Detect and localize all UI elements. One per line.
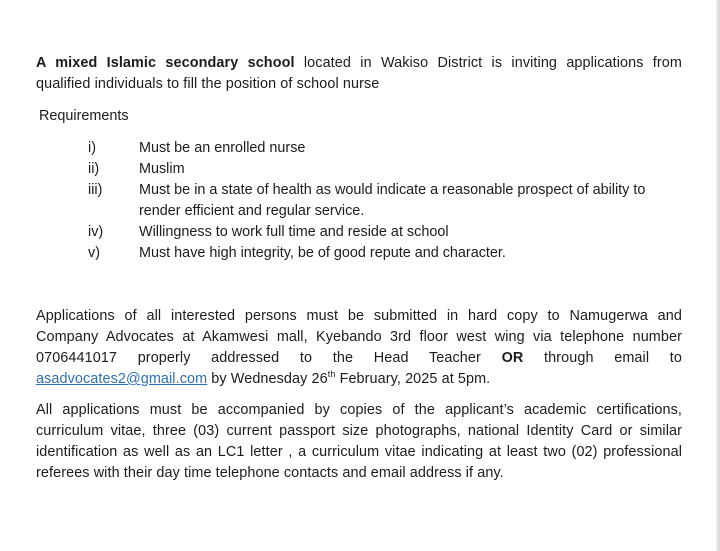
requirement-item (88, 243, 682, 264)
requirement-number: ii) (88, 161, 100, 177)
deadline-post: February, 2025 at 5pm. (339, 371, 491, 387)
submission-line-3-post: through email to (544, 350, 682, 366)
attachments-line-1: All applications must be accompanied by copies of the applicant’s academic certifications, (36, 402, 682, 418)
requirement-text: Must be in a state of health as would indicate a reasonable prospect of ability to render efficient and regular service. (139, 182, 646, 219)
requirement-number: iv) (88, 224, 104, 240)
requirement-number: iii) (88, 182, 103, 198)
submission-line-3-pre: 0706441017 properly addressed to the Head Teacher (36, 350, 481, 366)
requirement-item (88, 180, 682, 222)
requirements-list (88, 138, 682, 264)
submission-line-2: Company Advocates at Akamwesi mall, Kyebando 3rd floor west wing via telephone number (36, 329, 682, 345)
email-link[interactable]: asadvocates2@gmail.com (36, 371, 208, 387)
requirement-item (88, 222, 682, 243)
requirement-number: v) (88, 245, 100, 261)
requirement-text: Willingness to work full time and reside at school (139, 224, 449, 240)
attachments-paragraph (36, 400, 682, 484)
attachments-line-4: referees with their day time telephone contacts and email address if any. (36, 465, 504, 481)
requirements-heading: Requirements (39, 108, 129, 124)
intro-line-2: qualified individuals to fill the position of school nurse (36, 76, 380, 92)
submission-line-3 (36, 348, 682, 369)
intro-paragraph (36, 53, 682, 95)
submission-line-1: Applications of all interested persons must be submitted in hard copy to Namugerwa and (36, 308, 682, 324)
requirement-text: Must have high integrity, be of good repute and character. (139, 245, 506, 261)
requirement-item (88, 159, 682, 180)
school-description: A mixed Islamic secondary school (36, 55, 295, 71)
page-edge-shadow (716, 0, 720, 551)
attachments-line-2: curriculum vitae, three (03) current passport size photographs, national Identity Card or similar (36, 423, 682, 439)
submission-line-4 (36, 369, 682, 390)
intro-line-1-rest: located in Wakiso District is inviting applications from (303, 55, 682, 71)
deadline-pre: by Wednesday 26 (211, 371, 328, 387)
requirement-number: i) (88, 140, 96, 156)
or-emphasis: OR (501, 350, 524, 366)
submission-paragraph (36, 306, 682, 390)
requirement-text: Must be an enrolled nurse (139, 140, 306, 156)
deadline-suffix: th (327, 369, 336, 380)
requirement-text: Muslim (139, 161, 185, 177)
intro-line-1 (36, 53, 682, 74)
requirement-item (88, 138, 682, 159)
attachments-line-3: identification as well as an LC1 letter , a curriculum vitae indicating at least two (02) professional (36, 444, 682, 460)
